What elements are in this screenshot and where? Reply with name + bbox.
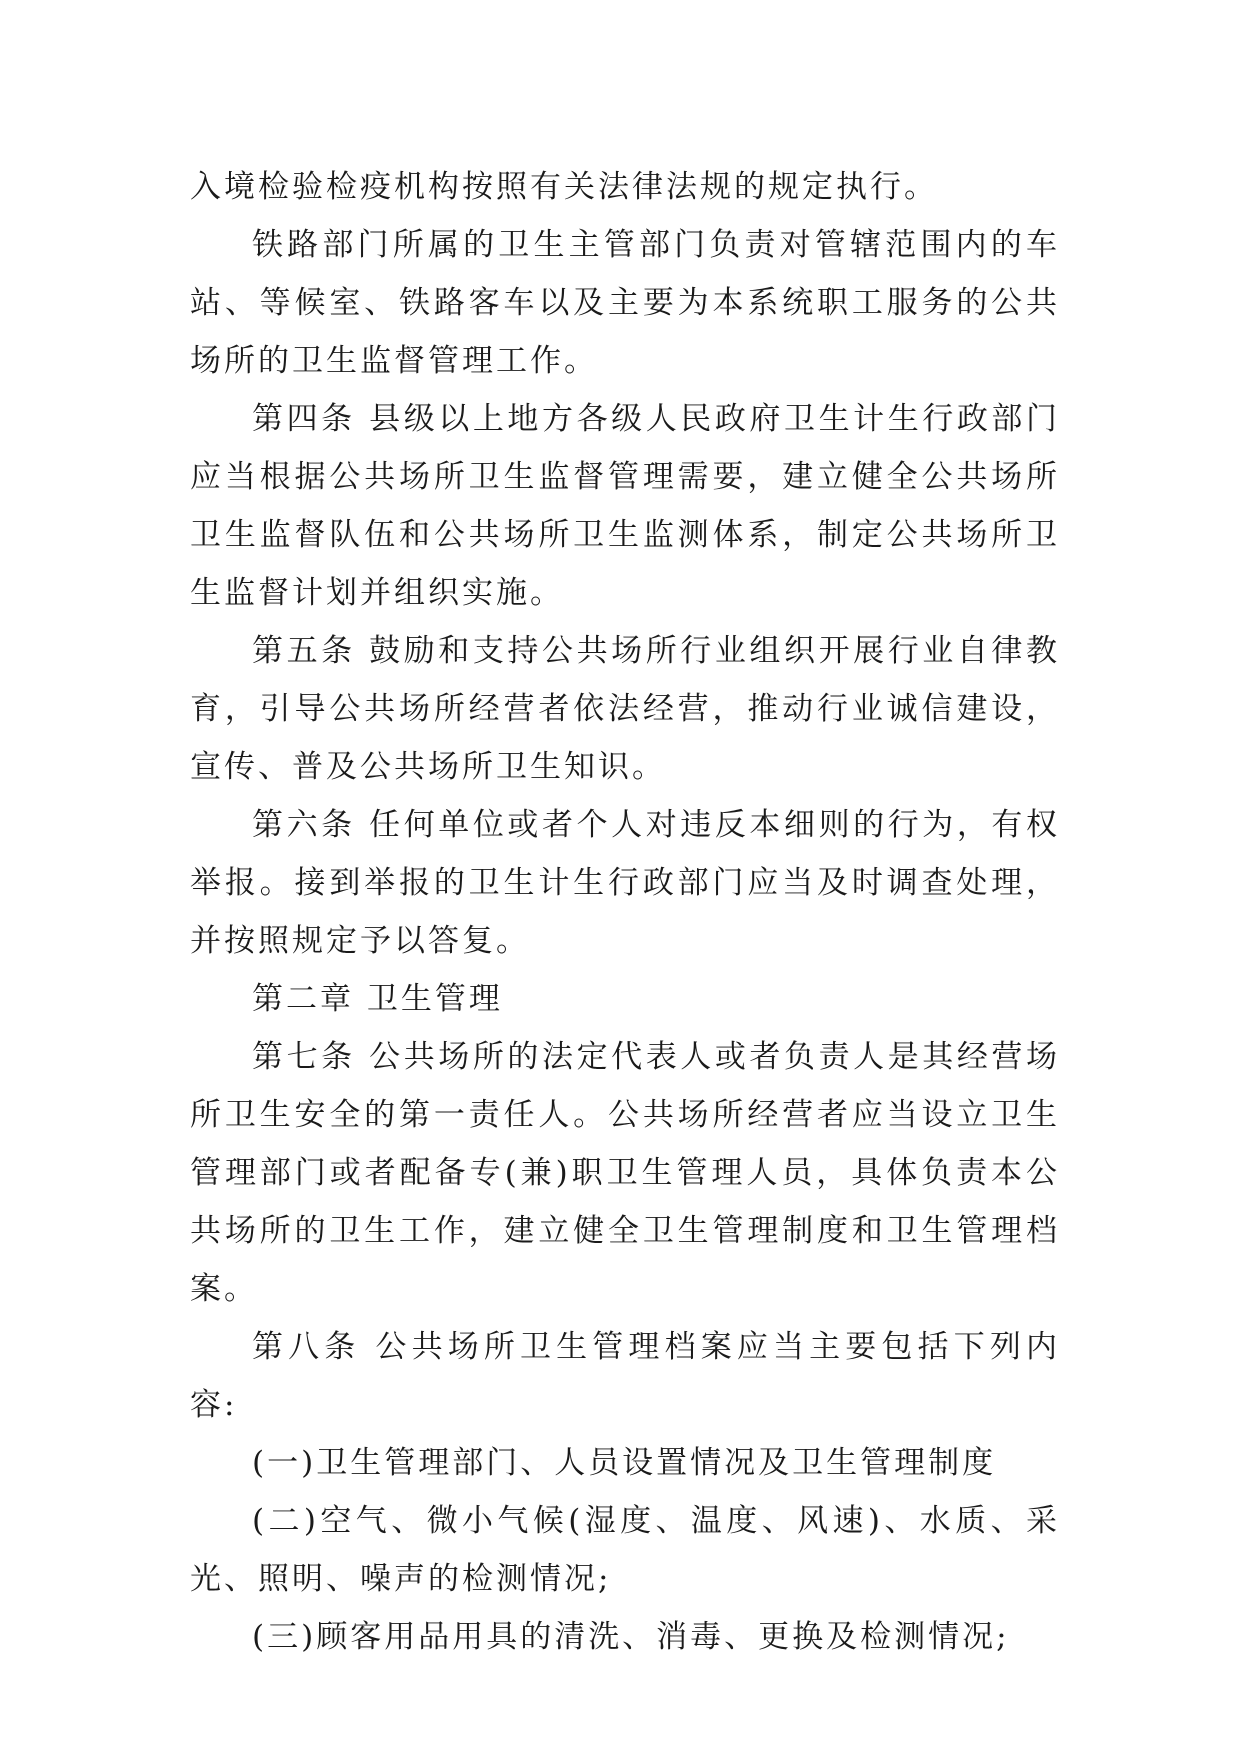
article-6: 第六条 任何单位或者个人对违反本细则的行为，有权举报。接到举报的卫生计生行政部门应当及时调查处理，并按照规定予以答复。 (190, 807, 1060, 959)
article-7: 第七条 公共场所的法定代表人或者负责人是其经营场所卫生安全的第一责任人。公共场所经营者应当设立卫生管理部门或者配备专(兼)职卫生管理人员，具体负责本公共场所的卫生工作，建立健全卫生管理制度和卫生管理档案。 (190, 1039, 1060, 1307)
list-item-1: (一)卫生管理部门、人员设置情况及卫生管理制度 (252, 1445, 997, 1481)
article-4: 第四条 县级以上地方各级人民政府卫生计生行政部门应当根据公共场所卫生监督管理需要，建立健全公共场所卫生监督队伍和公共场所卫生监测体系，制定公共场所卫生监督计划并组织实施。 (190, 401, 1060, 611)
document-body (190, 158, 1060, 1666)
chapter-2-heading: 第二章 卫生管理 (252, 981, 503, 1017)
list-item-3: (三)顾客用品用具的清洗、消毒、更换及检测情况; (252, 1619, 1010, 1655)
article-5: 第五条 鼓励和支持公共场所行业组织开展行业自律教育，引导公共场所经营者依法经营，推动行业诚信建设，宣传、普及公共场所卫生知识。 (190, 633, 1060, 785)
paragraph-continuation: 入境检验检疫机构按照有关法律法规的规定执行。 (190, 169, 938, 205)
list-item-2: (二)空气、微小气候(湿度、温度、风速)、水质、采光、照明、噪声的检测情况; (190, 1503, 1060, 1597)
article-8: 第八条 公共场所卫生管理档案应当主要包括下列内容: (190, 1329, 1060, 1423)
paragraph-railway: 铁路部门所属的卫生主管部门负责对管辖范围内的车站、等候室、铁路客车以及主要为本系统职工服务的公共场所的卫生监督管理工作。 (190, 227, 1060, 379)
